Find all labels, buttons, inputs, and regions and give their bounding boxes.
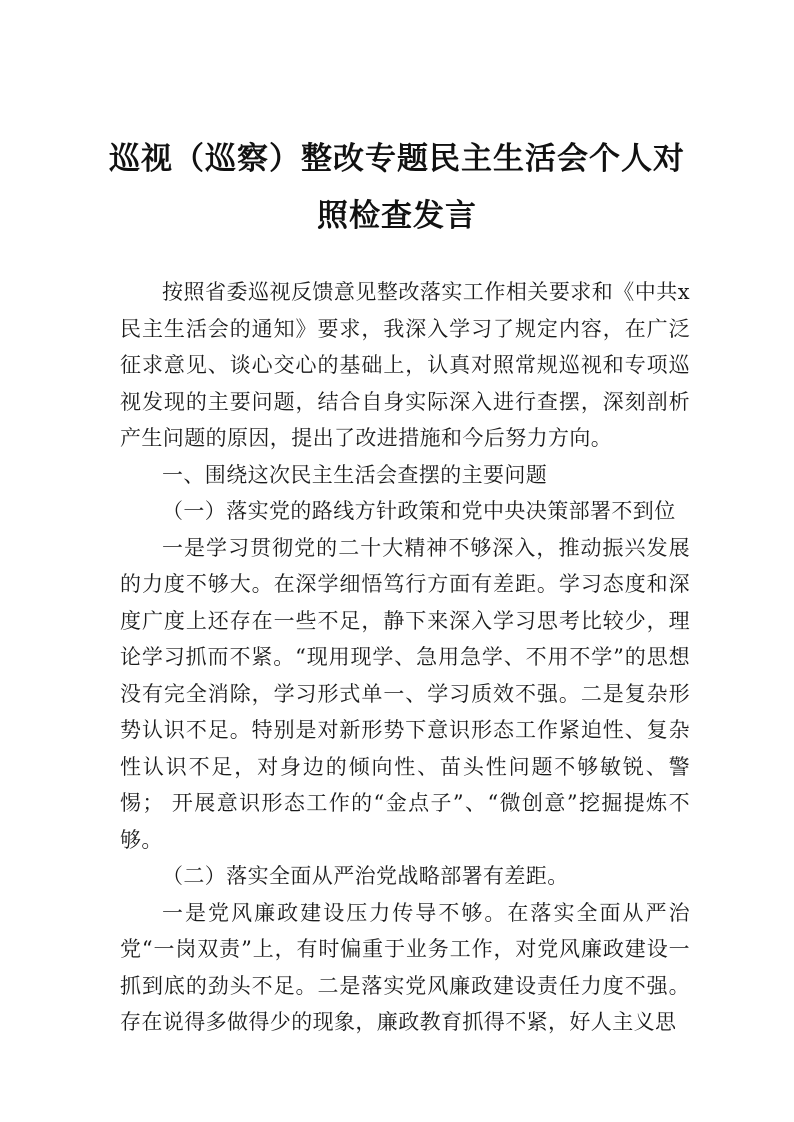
section-heading-1: 一、围绕这次民主生活会查摆的主要问题 — [162, 462, 548, 487]
subsection-heading-1: （一）落实党的路线方针政策和党中央决策部署不到位 — [162, 499, 676, 523]
document-title-line-2: 照检查发言 — [317, 198, 477, 234]
subsection-heading-2: （二）落实全面从严治党战略部署有差距。 — [162, 864, 569, 888]
body-paragraph-2: 一是党风廉政建设压力传导不够。在落实全面从严治党“一岗双责”上，有时偏重于业务工作，对党风廉政建设一抓到底的劲头不足。二是落实党风廉政建设责任力度不强。 存在说得多做得少的现象，廉政教育抓得不紧，好人主义思 — [120, 900, 690, 1034]
intro-paragraph: 按照省委巡视反馈意见整改落实工作相关要求和《中共x 民主生活会的通知》要求，我深入学习了规定内容，在广泛征求意见、谈心交心的基础上，认真对照常规巡视和专项巡视发现的主要问题，结合自身实际深入进行查摆，深刻剖析产生问题的原因，提出了改进措施和今后努力方向。 — [120, 280, 690, 450]
document-body — [120, 274, 690, 1041]
body-paragraph-1: 一是学习贯彻党的二十大精神不够深入，推动振兴发展的力度不够大。在深学细悟笃行方面有差距。学习态度和深度广度上还存在一些不足，静下来深入学习思考比较少，理论学习抓而不紧。“现用现学、急用急学、不用不学”的思想没有完全消除，学习形式单一、学习质效不强。二是复杂形势认识不足。特别是对新形势下意识形态工作紧迫性、复杂性认识不足，对身边的倾向性、苗头性问题不够敏锐、警惕； 开展意识形态工作的“金点子”、“微创意”挖掘提炼不够。 — [120, 535, 690, 852]
document-title-line-1: 巡视（巡察）整改专题民主生活会个人对 — [109, 141, 685, 177]
